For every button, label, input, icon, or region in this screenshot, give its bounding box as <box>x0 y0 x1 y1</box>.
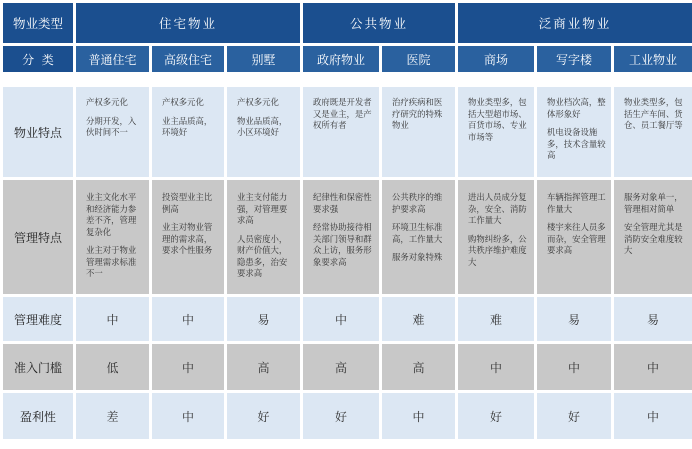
rating-cell: 难 <box>458 297 534 341</box>
cell-text: 业主品质高，环境好 <box>162 115 213 137</box>
cell-text: 机电设备设施多，技术含量较高 <box>547 127 606 160</box>
feature-cell <box>382 87 455 177</box>
cell-text: 物业档次高，整体形象好 <box>547 97 606 119</box>
cell-text: 治疗疾病和医疗研究的特殊物业 <box>392 97 443 130</box>
rating-cell: 易 <box>227 297 300 341</box>
rating-cell: 低 <box>76 344 149 390</box>
cell-text: 产权多元化 <box>162 97 204 107</box>
col-header: 别墅 <box>227 46 300 72</box>
rating-cell: 中 <box>76 297 149 341</box>
row-management-difficulty <box>3 297 692 341</box>
rating-cell: 好 <box>303 393 379 439</box>
feature-cell <box>458 87 534 177</box>
rating-cell: 高 <box>227 344 300 390</box>
feature-cell <box>227 87 300 177</box>
cell-text: 物业类型多，包括大型超市场、百货市场、专业市场等 <box>468 97 527 142</box>
group-header-commercial: 泛商业物业 <box>458 3 692 43</box>
row-label: 物业特点 <box>3 87 73 177</box>
row-entry-threshold <box>3 344 692 390</box>
col-header: 医院 <box>382 46 455 72</box>
cell-text: 环境卫生标准高，工作量大 <box>392 222 443 244</box>
cell-text: 购物纠纷多，公共秩序维护难度大 <box>468 233 527 267</box>
row-label: 准入门槛 <box>3 344 73 390</box>
group-header-residential: 住宅物业 <box>76 3 300 43</box>
col-header: 写字楼 <box>537 46 611 72</box>
management-cell <box>303 180 379 294</box>
cell-text: 进出人员成分复杂，安全、消防工作量大 <box>468 192 527 225</box>
cell-text: 物业类型多，包括生产车间、货仓、员工餐厅等 <box>624 97 683 130</box>
cell-text: 公共秩序的维护要求高 <box>392 192 443 214</box>
row-label: 盈利性 <box>3 393 73 439</box>
cell-text: 产权多元化 <box>237 97 279 107</box>
rating-cell: 中 <box>152 393 224 439</box>
rating-cell: 差 <box>76 393 149 439</box>
management-cell <box>227 180 300 294</box>
col-header: 商场 <box>458 46 534 72</box>
row-label: 管理难度 <box>3 297 73 341</box>
management-cell <box>382 180 455 294</box>
management-cell <box>458 180 534 294</box>
feature-cell <box>303 87 379 177</box>
cell-text: 分期开发，入伙时间不一 <box>86 115 137 137</box>
cell-text: 车辆指挥管理工作量大 <box>547 192 606 214</box>
row-label: 管理特点 <box>3 180 73 294</box>
rating-cell: 中 <box>303 297 379 341</box>
cell-text: 业主文化水平和经济能力参差不齐，管理复杂化 <box>86 192 137 237</box>
management-cell <box>76 180 149 294</box>
col-header: 政府物业 <box>303 46 379 72</box>
row-management-features <box>3 180 692 294</box>
rating-cell: 中 <box>382 393 455 439</box>
cell-text: 业主对于物业管理需求标准不一 <box>86 245 137 278</box>
rating-cell: 中 <box>152 297 224 341</box>
cell-text: 业主支付能力强，对管理要求高 <box>237 192 288 225</box>
management-cell <box>152 180 224 294</box>
rating-cell: 高 <box>382 344 455 390</box>
cell-text: 纪律性和保密性要求强 <box>313 192 372 214</box>
rating-cell: 中 <box>537 344 611 390</box>
feature-cell <box>537 87 611 177</box>
rating-cell: 中 <box>152 344 224 390</box>
rating-cell: 易 <box>614 297 692 341</box>
rating-cell: 中 <box>458 344 534 390</box>
rating-cell: 好 <box>227 393 300 439</box>
rating-cell: 中 <box>614 393 692 439</box>
rating-cell: 好 <box>537 393 611 439</box>
col-header: 普通住宅 <box>76 46 149 72</box>
col-header: 工业物业 <box>614 46 692 72</box>
cell-text: 投资型业主比例高 <box>162 192 213 214</box>
management-cell <box>537 180 611 294</box>
cell-text: 政府既是开发者又是业主，是产权所有者 <box>313 97 372 130</box>
feature-cell <box>614 87 692 177</box>
cell-text: 经常协助接待相关部门领导和群众上访，服务形象要求高 <box>313 222 372 267</box>
cell-text: 物业品质高，小区环境好 <box>237 115 288 137</box>
rating-cell: 中 <box>614 344 692 390</box>
spacer <box>3 75 692 84</box>
rating-cell: 难 <box>382 297 455 341</box>
header-row <box>3 3 692 43</box>
row-profitability <box>3 393 692 439</box>
cell-text: 业主对物业管理的需求高，要求个性服务 <box>162 222 213 255</box>
management-cell <box>614 180 692 294</box>
rating-cell: 好 <box>458 393 534 439</box>
cell-text: 安全管理尤其是消防安全难度较大 <box>624 222 683 255</box>
cell-text: 人员密度小，财产价值大，隐患多，治安要求高 <box>237 233 288 278</box>
feature-cell <box>152 87 224 177</box>
corner-header: 物业类型 <box>3 3 73 43</box>
cell-text: 服务对象特殊 <box>392 252 443 262</box>
row-property-features <box>3 87 692 177</box>
group-header-public: 公共物业 <box>303 3 455 43</box>
cell-text: 产权多元化 <box>86 97 128 107</box>
subheader-row <box>3 46 692 72</box>
cell-text: 服务对象单一，管理相对简单 <box>624 192 683 214</box>
col-header: 高级住宅 <box>152 46 224 72</box>
rating-cell: 易 <box>537 297 611 341</box>
subheader-label: 分 类 <box>3 46 73 72</box>
feature-cell <box>76 87 149 177</box>
rating-cell: 高 <box>303 344 379 390</box>
cell-text: 楼宇来往人员多而杂，安全管理要求高 <box>547 222 606 255</box>
